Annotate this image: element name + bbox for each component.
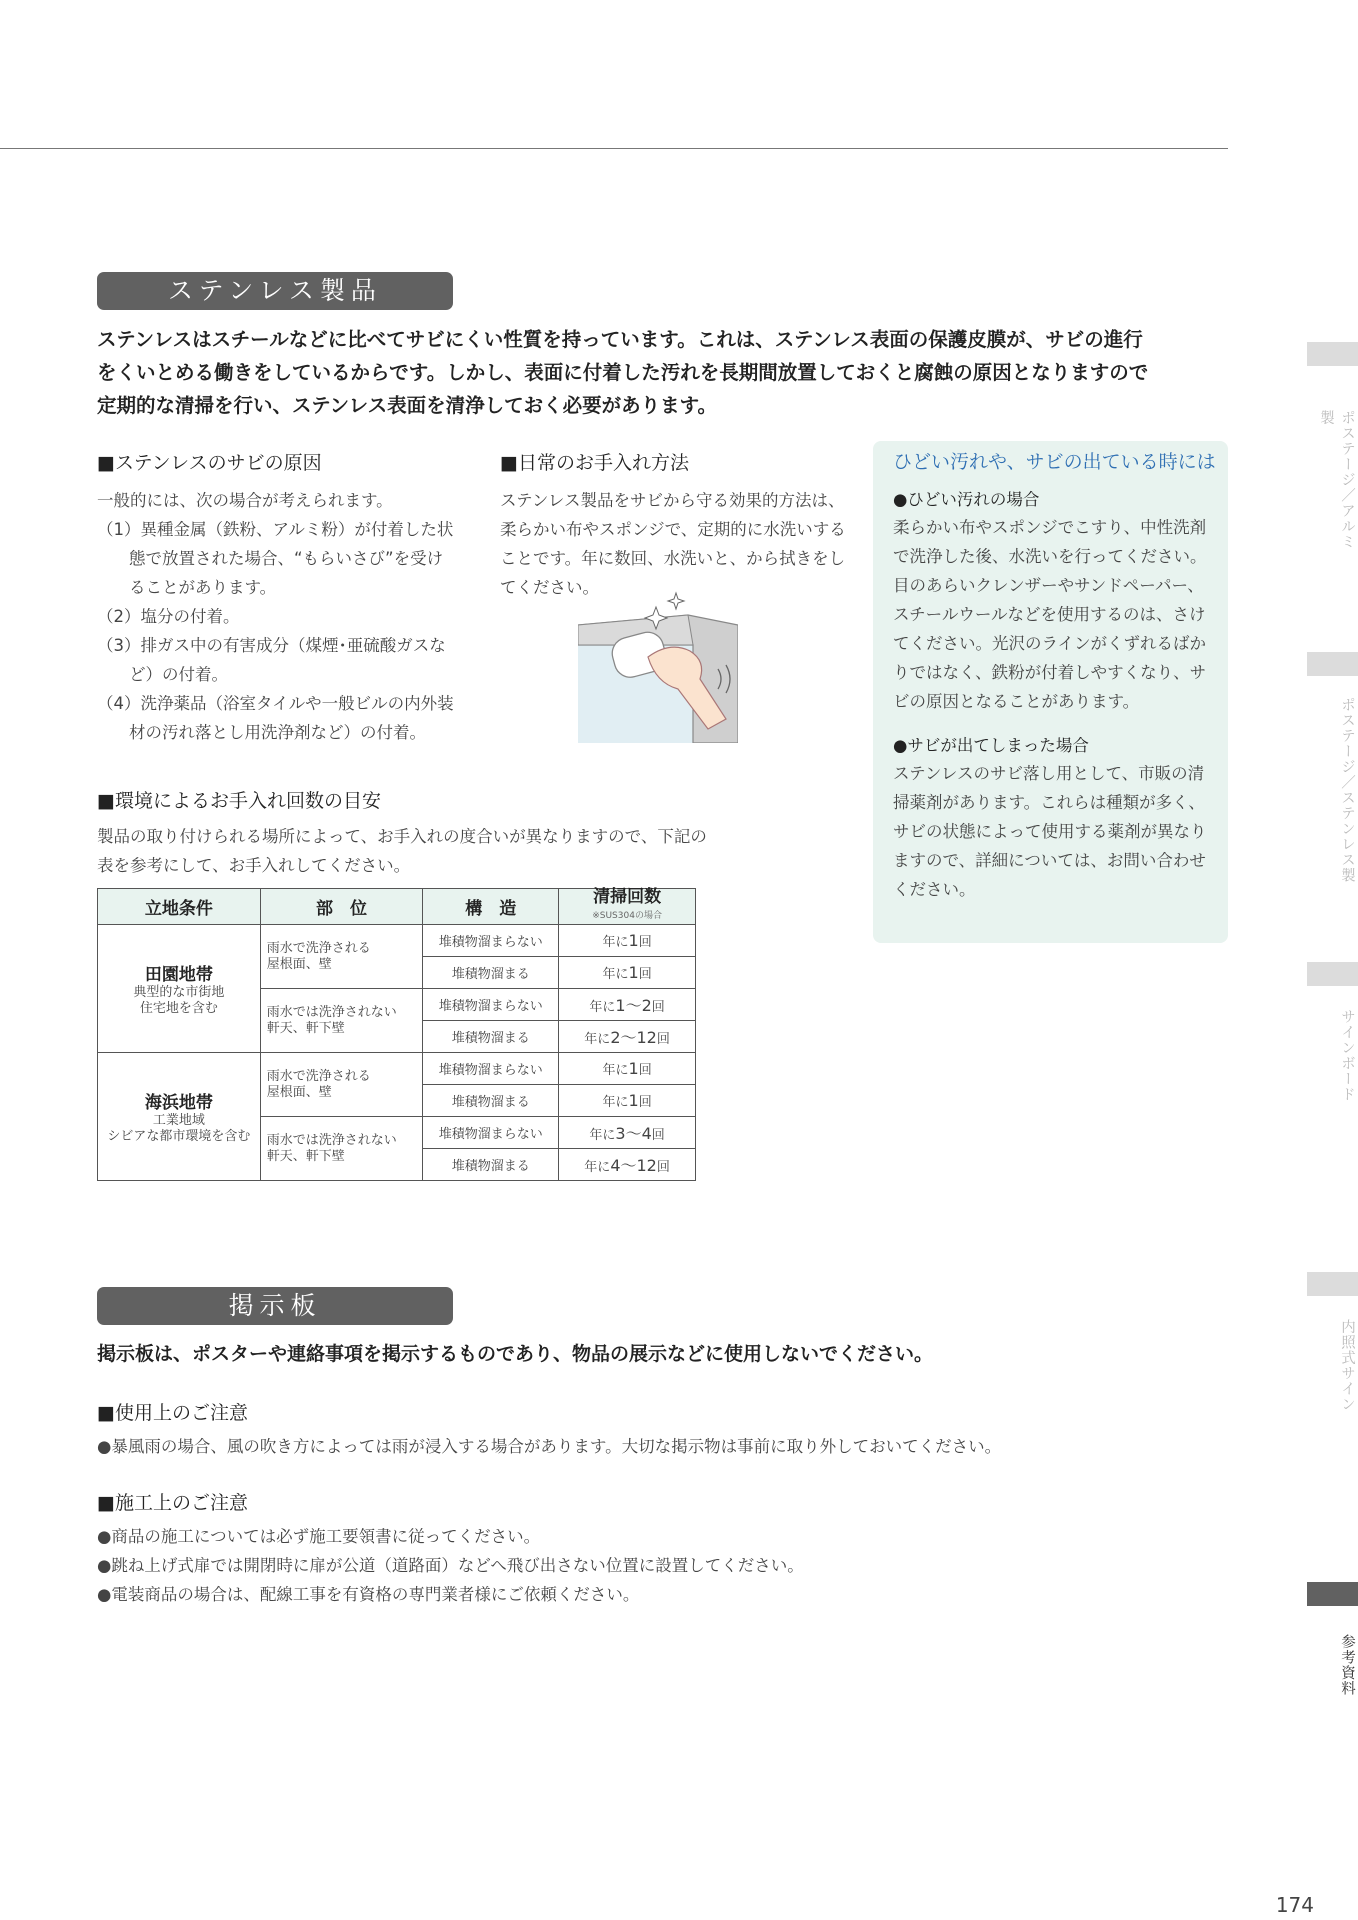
usage-notes — [97, 1400, 1232, 1461]
table-header-row — [98, 889, 696, 925]
side-tab-illuminated-sign[interactable]: 内照式サイン — [1339, 1318, 1355, 1412]
sparkle-icon — [668, 593, 684, 609]
frequency-cell: 年に1〜2回 — [559, 989, 696, 1021]
frequency-cell: 年に1回 — [559, 1085, 696, 1117]
table-header: 清掃回数 ※SUS304の場合 — [559, 889, 696, 925]
cleaning-frequency-table — [97, 888, 696, 1181]
side-tab-signboard[interactable]: サインボード — [1339, 1008, 1355, 1102]
structure-cell: 堆積物溜まらない — [423, 1117, 559, 1149]
stainless-intro: ステンレスはスチールなどに比べてサビにくい性質を持っています。これは、ステンレス表面の保護皮膜が、サビの進行 をくいとめる働きをしているからです。しかし、表面に付着した汚れを長期間放置しておくと腐蝕の原因となりますので 定期的な清掃を行い、ステンレス表面を清浄しておく必要があります。 — [97, 328, 1149, 417]
section-label-stainless: ステンレス製品 — [97, 272, 453, 310]
location-cell: 雨水では洗浄されない 軒天、軒下壁 — [260, 989, 423, 1053]
installation-notes — [97, 1490, 1232, 1609]
side-tab-posutage-aluminum[interactable]: ポステージ／アルミ製 — [1318, 410, 1355, 550]
installation-note-item: ●跳ね上げ式扉では開閉時に扉が公道（道路面）などへ飛び出さない位置に設置してください。 — [97, 1556, 804, 1575]
side-tab-marker — [1307, 342, 1358, 366]
bulletin-intro: 掲示板は、ポスターや連絡事項を掲示するものであり、物品の展示などに使用しないでください。 — [97, 1343, 934, 1365]
structure-cell: 堆積物溜まる — [423, 1021, 559, 1053]
structure-cell: 堆積物溜まらない — [423, 925, 559, 957]
daily-care-heading: ■日常のお手入れ方法 — [500, 452, 689, 474]
rust-causes-heading: ■ステンレスのサビの原因 — [97, 452, 322, 474]
side-tab-posutage-stainless[interactable]: ポステージ／ステンレス製 — [1339, 697, 1355, 883]
side-tab-marker-active — [1307, 1582, 1358, 1606]
location-cell: 雨水では洗浄されない 軒天、軒下壁 — [260, 1117, 423, 1181]
page-number: 174 — [1275, 1893, 1314, 1917]
frequency-cell: 年に1回 — [559, 957, 696, 989]
rust-appeared-heading: ●サビが出てしまった場合 — [893, 736, 1089, 755]
table-header: 構 造 — [423, 889, 559, 925]
rust-causes — [97, 450, 457, 747]
side-tab-marker — [1307, 1272, 1358, 1296]
location-cell: 雨水で洗浄される 屋根面、壁 — [260, 925, 423, 989]
frequency-cell: 年に1回 — [559, 1053, 696, 1085]
side-tab-reference[interactable]: 参考資料 — [1339, 1634, 1355, 1696]
section-label-bulletin-board: 掲示板 — [97, 1287, 453, 1325]
rust-cause-item: （2）塩分の付着。 — [97, 607, 240, 626]
heavy-dirt-heading: ●ひどい汚れの場合 — [893, 490, 1040, 509]
frequency-cell: 年に1回 — [559, 925, 696, 957]
rust-cause-item: （4）洗浄薬品（浴室タイルや一般ビルの内外装材の汚れ落とし用洗浄剤など）の付着。 — [97, 694, 454, 742]
frequency-cell: 年に3〜4回 — [559, 1117, 696, 1149]
rust-remedy-title: ひどい汚れや、サビの出ている時には — [893, 451, 1216, 473]
location-cell: 雨水で洗浄される 屋根面、壁 — [260, 1053, 423, 1117]
top-rule — [0, 148, 1228, 149]
header-note: ※SUS304の場合 — [592, 911, 662, 921]
wiping-illustration — [578, 585, 738, 743]
rust-causes-lead: 一般的には、次の場合が考えられます。 — [97, 491, 393, 510]
daily-care-text: ステンレス製品をサビから守る効果的方法は、柔らかい布やスポンジで、定期的に水洗いすることです。年に数回、水洗いと、から拭きをしてください。 — [500, 491, 846, 597]
heavy-dirt-text: 柔らかい布やスポンジでこすり、中性洗剤で洗浄した後、水洗いを行ってください。目のあらいクレンザーやサンドペーパー、スチールウールなどを使用するのは、さけてください。光沢のラインがくずれるばかりではなく、鉄粉が付着しやすくなり、サビの原因となることがあります。 — [893, 518, 1207, 711]
installation-heading: ■施工上のご注意 — [97, 1492, 248, 1514]
usage-heading: ■使用上のご注意 — [97, 1402, 248, 1424]
structure-cell: 堆積物溜まる — [423, 1149, 559, 1181]
environment-text: 製品の取り付けられる場所によって、お手入れの度合いが異なりますので、下記の表を参考にして、お手入れしてください。 — [97, 827, 707, 875]
structure-cell: 堆積物溜まらない — [423, 989, 559, 1021]
environment-guide — [97, 788, 707, 880]
area-cell: 田園地帯 典型的な市街地 住宅地を含む — [98, 925, 261, 1053]
frequency-cell: 年に2〜12回 — [559, 1021, 696, 1053]
table-row — [98, 1053, 696, 1085]
frequency-cell: 年に4〜12回 — [559, 1149, 696, 1181]
side-tab-marker — [1307, 962, 1358, 986]
table-header: 部 位 — [260, 889, 423, 925]
rust-cause-item: （3）排ガス中の有害成分（煤煙･亜硫酸ガスなど）の付着。 — [97, 636, 446, 684]
daily-care — [500, 450, 855, 602]
table-header: 立地条件 — [98, 889, 261, 925]
structure-cell: 堆積物溜まる — [423, 957, 559, 989]
side-tab-marker — [1307, 652, 1358, 676]
structure-cell: 堆積物溜まらない — [423, 1053, 559, 1085]
usage-note-item: ●暴風雨の場合、風の吹き方によっては雨が浸入する場合があります。大切な掲示物は事前に取り外しておいてください。 — [97, 1437, 1002, 1456]
area-cell: 海浜地帯 工業地域 シビアな都市環境を含む — [98, 1053, 261, 1181]
rust-appeared-text: ステンレスのサビ落し用として、市販の清掃薬剤があります。これらは種類が多く、サビの状態によって使用する薬剤が異なりますので、詳細については、お問い合わせください。 — [893, 764, 1207, 899]
structure-cell: 堆積物溜まる — [423, 1085, 559, 1117]
installation-note-item: ●商品の施工については必ず施工要領書に従ってください。 — [97, 1527, 541, 1546]
rust-cause-item: （1）異種金属（鉄粉、アルミ粉）が付着した状態で放置された場合、“もらいさび”を受けることがあります。 — [97, 520, 454, 597]
environment-heading: ■環境によるお手入れ回数の目安 — [97, 790, 381, 812]
table-row — [98, 925, 696, 957]
installation-note-item: ●電装商品の場合は、配線工事を有資格の専門業者様にご依頼ください。 — [97, 1585, 640, 1604]
rust-remedy-box — [873, 441, 1228, 943]
